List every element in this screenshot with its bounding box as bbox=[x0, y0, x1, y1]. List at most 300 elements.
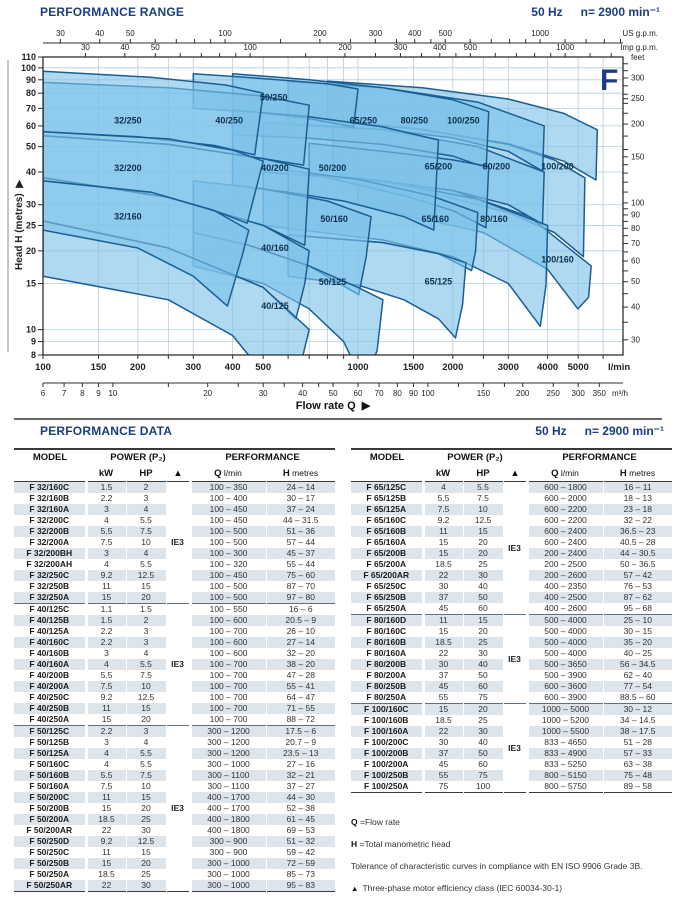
flow-range-cell: 200 – 2600 bbox=[527, 570, 603, 581]
svg-text:20: 20 bbox=[203, 389, 213, 398]
flow-range-cell: 1000 – 5200 bbox=[527, 715, 603, 726]
head-range-cell: 52 – 38 bbox=[266, 803, 335, 814]
region-label-50/160: 50/160 bbox=[320, 213, 348, 224]
flow-range-cell: 600 – 2400 bbox=[527, 537, 603, 548]
hp-cell: 20 bbox=[126, 592, 166, 604]
flow-range-cell: 300 – 1200 bbox=[190, 737, 266, 748]
model-cell: F 32/200B bbox=[14, 526, 86, 537]
model-cell: F 65/200B bbox=[351, 548, 423, 559]
hp-cell: 15 bbox=[463, 615, 503, 627]
data-frequency: 50 Hz bbox=[535, 424, 567, 438]
svg-text:250: 250 bbox=[546, 389, 560, 398]
hp-cell: 50 bbox=[463, 748, 503, 759]
kw-cell: 5.5 bbox=[86, 770, 126, 781]
model-cell: F 100/250A bbox=[364, 781, 409, 791]
hp-cell: 3 bbox=[126, 637, 166, 648]
m3h-unit: m³/h bbox=[612, 389, 628, 398]
flow-range-cell: 300 – 1000 bbox=[190, 869, 266, 880]
svg-text:6: 6 bbox=[40, 389, 46, 398]
kw-cell: 2.2 bbox=[86, 637, 126, 648]
svg-text:150: 150 bbox=[476, 389, 491, 398]
kw-cell: 75 bbox=[423, 781, 463, 793]
hp-cell: 12.5 bbox=[126, 836, 166, 847]
kw-cell: 18.5 bbox=[86, 814, 126, 825]
svg-text:400: 400 bbox=[433, 43, 447, 52]
model-cell: F 32/250A bbox=[14, 592, 86, 604]
flow-range-cell: 600 – 3900 bbox=[527, 692, 603, 704]
flow-range-cell: 100 – 500 bbox=[190, 526, 266, 537]
model-cell: F 100/200B bbox=[351, 748, 423, 759]
model-cell: F 40/250A bbox=[29, 714, 70, 724]
flow-range-cell: 500 – 4000 bbox=[527, 615, 603, 627]
svg-text:30: 30 bbox=[25, 199, 36, 210]
region-label-32/250: 32/250 bbox=[114, 115, 142, 126]
svg-text:100: 100 bbox=[35, 362, 51, 373]
flow-range-cell: 100 – 500 bbox=[190, 537, 266, 548]
head-range-cell: 75 – 48 bbox=[603, 770, 672, 781]
kw-cell: 37 bbox=[423, 670, 463, 681]
flow-range-cell: 100 – 550 bbox=[190, 604, 266, 616]
svg-text:80: 80 bbox=[25, 88, 36, 99]
flow-range-cell: 100 – 700 bbox=[190, 703, 266, 714]
hp-cell: 20 bbox=[126, 714, 166, 726]
flow-range-cell: 100 – 600 bbox=[190, 637, 266, 648]
flow-range-cell: 100 – 500 bbox=[190, 581, 266, 592]
kw-cell: 3 bbox=[86, 648, 126, 659]
hp-cell: 3 bbox=[126, 626, 166, 637]
kw-cell: 22 bbox=[86, 825, 126, 836]
range-frequency-speed bbox=[531, 5, 660, 19]
model-cell: F 32/200A bbox=[29, 537, 70, 547]
svg-text:60: 60 bbox=[631, 256, 640, 266]
kw-cell: 22 bbox=[423, 648, 463, 659]
range-title: PERFORMANCE RANGE bbox=[40, 5, 185, 19]
hp-cell: 25 bbox=[463, 715, 503, 726]
kw-cell: 37 bbox=[423, 592, 463, 603]
hp-cell: 60 bbox=[463, 603, 503, 615]
model-cell: F 65/200AR bbox=[351, 570, 423, 581]
svg-text:50: 50 bbox=[125, 29, 135, 38]
hp-cell: 30 bbox=[463, 570, 503, 581]
hp-cell: 4 bbox=[126, 548, 166, 559]
svg-text:500: 500 bbox=[255, 362, 272, 373]
col-efficiency-class-icon: ▲ bbox=[173, 467, 183, 479]
kw-cell: 15 bbox=[86, 803, 126, 814]
kw-cell: 7.5 bbox=[86, 781, 126, 792]
model-cell: F 80/200A bbox=[366, 670, 407, 680]
svg-text:15: 15 bbox=[25, 278, 36, 289]
kw-cell: 15 bbox=[423, 537, 463, 548]
kw-cell: 3 bbox=[86, 548, 126, 559]
region-label-32/160: 32/160 bbox=[114, 211, 142, 222]
hp-cell: 3 bbox=[126, 726, 166, 738]
svg-text:80: 80 bbox=[631, 223, 640, 233]
efficiency-class-cell: IE3 bbox=[166, 482, 190, 604]
svg-text:20: 20 bbox=[25, 245, 36, 256]
svg-text:3000: 3000 bbox=[497, 362, 519, 373]
model-cell: F 50/250A bbox=[29, 869, 70, 879]
model-cell: F 100/200C bbox=[364, 737, 409, 747]
head-range-cell: 89 – 58 bbox=[603, 781, 672, 793]
flow-range-cell: 100 – 700 bbox=[190, 714, 266, 726]
svg-text:100: 100 bbox=[421, 389, 435, 398]
hp-cell: 5.5 bbox=[126, 759, 166, 770]
range-frequency: 50 Hz bbox=[531, 5, 563, 19]
head-range-cell: 47 – 28 bbox=[266, 670, 335, 681]
model-cell: F 100/160C bbox=[351, 704, 423, 716]
svg-text:500: 500 bbox=[438, 29, 452, 38]
flow-range-cell: 100 – 350 bbox=[190, 482, 266, 494]
model-cell: F 32/200C bbox=[29, 515, 70, 525]
flow-range-cell: 100 – 600 bbox=[190, 648, 266, 659]
kw-cell: 11 bbox=[86, 847, 126, 858]
svg-text:300: 300 bbox=[571, 389, 585, 398]
performance-data-header bbox=[14, 424, 664, 438]
hp-cell: 20 bbox=[463, 704, 503, 716]
flow-range-cell: 200 – 2500 bbox=[527, 559, 603, 570]
region-label-40/200: 40/200 bbox=[261, 162, 289, 173]
hp-cell: 50 bbox=[463, 670, 503, 681]
svg-text:300: 300 bbox=[631, 73, 645, 83]
svg-text:40: 40 bbox=[298, 389, 307, 398]
hp-cell: 25 bbox=[463, 637, 503, 648]
hp-cell: 25 bbox=[126, 869, 166, 880]
hp-cell: 2 bbox=[126, 482, 166, 494]
flow-range-cell: 1000 – 5000 bbox=[527, 704, 603, 716]
flow-range-cell: 100 – 450 bbox=[190, 515, 266, 526]
head-range-cell: 63 – 38 bbox=[603, 759, 672, 770]
model-cell: F 80/160C bbox=[366, 626, 407, 636]
kw-cell: 45 bbox=[423, 759, 463, 770]
table-row bbox=[351, 615, 672, 627]
hp-cell: 60 bbox=[463, 759, 503, 770]
model-cell: F 50/125A bbox=[14, 748, 86, 759]
head-range-cell: 87 – 62 bbox=[603, 592, 672, 603]
head-range-cell: 50 – 36.5 bbox=[603, 559, 672, 570]
col-performance: PERFORMANCE bbox=[225, 452, 300, 463]
model-cell: F 32/200BH bbox=[14, 548, 86, 559]
axis-head-metres bbox=[38, 57, 43, 355]
flow-range-cell: 400 – 1800 bbox=[190, 825, 266, 836]
svg-text:500: 500 bbox=[463, 43, 477, 52]
flow-range-cell: 400 – 2350 bbox=[527, 581, 603, 592]
svg-text:10: 10 bbox=[25, 324, 36, 335]
data-title: PERFORMANCE DATA bbox=[40, 424, 173, 438]
model-cell: F 65/250B bbox=[351, 592, 423, 603]
svg-text:10: 10 bbox=[108, 389, 118, 398]
performance-range-header bbox=[40, 5, 660, 19]
flow-range-cell: 500 – 4000 bbox=[527, 648, 603, 659]
kw-cell: 22 bbox=[423, 570, 463, 581]
svg-text:200: 200 bbox=[338, 43, 352, 52]
model-cell: F 32/160C bbox=[14, 482, 86, 494]
hp-cell: 30 bbox=[463, 648, 503, 659]
svg-text:200: 200 bbox=[516, 389, 530, 398]
model-cell: F 50/250D bbox=[14, 836, 86, 847]
model-cell: F 65/160B bbox=[351, 526, 423, 537]
head-range-cell: 40.5 – 28 bbox=[603, 537, 672, 548]
svg-text:300: 300 bbox=[393, 43, 408, 52]
hp-cell: 5.5 bbox=[463, 482, 503, 494]
performance-table-left bbox=[14, 448, 335, 892]
col-h: H metres bbox=[619, 468, 656, 479]
model-cell: F 50/250B bbox=[14, 858, 86, 869]
range-speed: n= 2900 min⁻¹ bbox=[580, 5, 660, 19]
head-range-cell: 88 – 72 bbox=[266, 714, 335, 726]
kw-cell: 55 bbox=[423, 692, 463, 704]
flow-range-cell: 100 – 450 bbox=[190, 504, 266, 515]
col-power: POWER (P₂) bbox=[110, 452, 166, 463]
hp-cell: 60 bbox=[463, 681, 503, 692]
kw-cell: 7.5 bbox=[86, 681, 126, 692]
head-range-cell: 95 – 83 bbox=[266, 880, 335, 892]
table-row bbox=[14, 726, 335, 738]
hp-cell: 4 bbox=[126, 737, 166, 748]
flow-range-cell: 600 – 2200 bbox=[527, 504, 603, 515]
axis-labels-lmin bbox=[35, 362, 630, 373]
svg-text:9: 9 bbox=[96, 389, 101, 398]
model-cell: F 40/200B bbox=[29, 670, 70, 680]
region-label-32/200: 32/200 bbox=[114, 162, 142, 173]
hp-cell: 20 bbox=[126, 858, 166, 869]
svg-text:50: 50 bbox=[328, 389, 338, 398]
performance-data-section bbox=[14, 424, 664, 905]
model-cell: F 65/200A bbox=[366, 559, 407, 569]
model-cell: F 40/160B bbox=[29, 648, 70, 658]
svg-text:50: 50 bbox=[631, 277, 640, 287]
kw-cell: 9.2 bbox=[86, 692, 126, 703]
svg-text:7: 7 bbox=[61, 389, 67, 398]
kw-cell: 55 bbox=[423, 770, 463, 781]
head-range-cell: 95 – 68 bbox=[603, 603, 672, 615]
hp-cell: 15 bbox=[126, 703, 166, 714]
svg-text:300: 300 bbox=[368, 29, 383, 38]
left-table-column bbox=[14, 448, 335, 905]
region-label-80/250: 80/250 bbox=[400, 115, 429, 126]
svg-text:200: 200 bbox=[631, 119, 645, 129]
footnotes bbox=[351, 817, 672, 893]
kw-cell: 5.5 bbox=[423, 493, 463, 504]
model-cell: F 32/160B bbox=[29, 493, 70, 503]
svg-text:8: 8 bbox=[30, 350, 36, 360]
kw-cell: 15 bbox=[86, 714, 126, 726]
head-range-cell: 38 – 17.5 bbox=[603, 726, 672, 737]
region-label-100/250: 100/250 bbox=[447, 115, 480, 126]
efficiency-class-cell: IE3 bbox=[503, 615, 527, 704]
hp-cell: 10 bbox=[463, 504, 503, 515]
model-cell: F 40/250C bbox=[29, 692, 70, 702]
imp-unit: Imp g.p.m. bbox=[620, 43, 658, 52]
head-range-cell: 37 – 27 bbox=[266, 781, 335, 792]
model-cell: F 50/200AR bbox=[26, 825, 73, 835]
model-cell: F 50/200C bbox=[14, 792, 86, 803]
kw-cell: 15 bbox=[86, 592, 126, 604]
model-cell: F 40/160C bbox=[14, 637, 86, 648]
flow-range-cell: 1000 – 5500 bbox=[527, 726, 603, 737]
hp-cell: 12.5 bbox=[463, 515, 503, 526]
head-range-cell: 69 – 53 bbox=[266, 825, 335, 836]
kw-cell: 5.5 bbox=[86, 526, 126, 537]
flow-range-cell: 500 – 3900 bbox=[527, 670, 603, 681]
model-cell: F 50/200B bbox=[29, 803, 70, 813]
svg-text:300: 300 bbox=[185, 362, 202, 373]
axis-feet-ticks bbox=[623, 64, 628, 340]
kw-cell: 4 bbox=[86, 659, 126, 670]
flow-range-cell: 100 – 300 bbox=[190, 548, 266, 559]
model-cell: F 32/250B bbox=[29, 581, 70, 591]
col-hp: HP bbox=[139, 467, 153, 479]
hp-cell: 40 bbox=[463, 581, 503, 592]
flow-range-cell: 100 – 450 bbox=[190, 570, 266, 581]
model-cell: F 80/250B bbox=[351, 681, 423, 692]
triangle-icon: ▲ bbox=[351, 884, 359, 893]
flow-range-cell: 500 – 4000 bbox=[527, 637, 603, 648]
us-unit: US g.p.m. bbox=[622, 29, 658, 38]
model-cell: F 65/125C bbox=[351, 482, 423, 494]
head-range-cell: 37 – 24 bbox=[266, 504, 335, 515]
flow-range-cell: 100 – 400 bbox=[190, 493, 266, 504]
right-table-column bbox=[351, 448, 672, 905]
y-axis-title: Head H (metres) ▶ bbox=[14, 180, 25, 270]
svg-text:40: 40 bbox=[631, 302, 640, 312]
head-range-cell: 27 – 16 bbox=[266, 759, 335, 770]
flow-range-cell: 100 – 700 bbox=[190, 670, 266, 681]
note-efficiency-class: ▲ Three-phase motor efficiency class (IEC 60034-30-1) bbox=[351, 883, 563, 893]
model-cell: F 100/160A bbox=[351, 726, 423, 737]
hp-cell: 25 bbox=[463, 559, 503, 570]
head-range-cell: 55 – 41 bbox=[266, 681, 335, 692]
flow-range-cell: 800 – 5750 bbox=[527, 781, 603, 793]
model-cell: F 100/250B bbox=[351, 770, 423, 781]
hp-cell: 20 bbox=[463, 537, 503, 548]
flow-range-cell: 400 – 2600 bbox=[527, 603, 603, 615]
head-range-cell: 64 – 47 bbox=[266, 692, 335, 703]
svg-text:2000: 2000 bbox=[442, 362, 464, 373]
model-cell: F 40/160A bbox=[14, 659, 86, 670]
kw-cell: 9.2 bbox=[423, 515, 463, 526]
flow-range-cell: 300 – 1200 bbox=[190, 748, 266, 759]
col-performance: PERFORMANCE bbox=[562, 452, 637, 463]
performance-table-right bbox=[351, 448, 672, 793]
flow-range-cell: 500 – 3650 bbox=[527, 659, 603, 670]
kw-cell: 22 bbox=[86, 880, 126, 892]
svg-text:50: 50 bbox=[150, 43, 160, 52]
col-efficiency-class-icon: ▲ bbox=[510, 467, 520, 479]
flow-range-cell: 300 – 1200 bbox=[190, 726, 266, 738]
head-range-cell: 59 – 42 bbox=[266, 847, 335, 858]
hp-cell: 7.5 bbox=[463, 493, 503, 504]
kw-cell: 18.5 bbox=[86, 869, 126, 880]
head-range-cell: 30 – 12 bbox=[603, 704, 672, 716]
flow-range-cell: 300 – 1000 bbox=[190, 759, 266, 770]
model-cell: F 32/250C bbox=[14, 570, 86, 581]
data-speed: n= 2900 min⁻¹ bbox=[584, 424, 664, 438]
svg-text:60: 60 bbox=[353, 389, 363, 398]
kw-cell: 1.5 bbox=[86, 615, 126, 626]
kw-cell: 15 bbox=[423, 704, 463, 716]
head-range-cell: 17.5 – 6 bbox=[266, 726, 335, 738]
col-power: POWER (P₂) bbox=[447, 452, 503, 463]
model-cell: F 100/200A bbox=[364, 759, 409, 769]
note-tolerance: Tolerance of characteristic curves in compliance with EN ISO 9906 Grade 3B. bbox=[351, 861, 643, 871]
head-range-cell: 40 – 25 bbox=[603, 648, 672, 659]
kw-cell: 15 bbox=[423, 548, 463, 559]
svg-text:110: 110 bbox=[21, 52, 36, 62]
hp-cell: 10 bbox=[126, 537, 166, 548]
family-letter: F bbox=[600, 64, 619, 97]
model-cell: F 65/250A bbox=[366, 603, 407, 613]
svg-text:60: 60 bbox=[25, 120, 36, 131]
axis-labels-us bbox=[56, 29, 658, 38]
data-frequency-speed bbox=[535, 424, 664, 438]
kw-cell: 4 bbox=[86, 515, 126, 526]
col-q: Q l/min bbox=[551, 468, 579, 479]
hp-cell: 75 bbox=[463, 692, 503, 704]
head-range-cell: 77 – 54 bbox=[603, 681, 672, 692]
head-range-cell: 26 – 10 bbox=[266, 626, 335, 637]
svg-text:40: 40 bbox=[120, 43, 130, 52]
flow-range-cell: 300 – 1000 bbox=[190, 880, 266, 892]
kw-cell: 37 bbox=[423, 748, 463, 759]
flow-range-cell: 600 – 1800 bbox=[527, 482, 603, 494]
kw-cell: 18.5 bbox=[423, 559, 463, 570]
flow-range-cell: 600 – 2400 bbox=[527, 526, 603, 537]
region-label-50/200: 50/200 bbox=[318, 162, 347, 173]
flow-range-cell: 300 – 1100 bbox=[190, 781, 266, 792]
head-range-cell: 44 – 31.5 bbox=[266, 515, 335, 526]
head-range-cell: 85 – 73 bbox=[266, 869, 335, 880]
kw-cell: 22 bbox=[423, 726, 463, 737]
flow-range-cell: 400 – 1800 bbox=[190, 814, 266, 825]
svg-text:30: 30 bbox=[55, 29, 65, 38]
col-hp: HP bbox=[476, 467, 490, 479]
table-row bbox=[351, 704, 672, 716]
hp-cell: 20 bbox=[126, 803, 166, 814]
kw-cell: 4 bbox=[423, 482, 463, 494]
flow-range-cell: 100 – 600 bbox=[190, 615, 266, 626]
hp-cell: 15 bbox=[126, 847, 166, 858]
svg-text:9: 9 bbox=[30, 336, 36, 347]
kw-cell: 11 bbox=[423, 526, 463, 537]
axis-labels-imp bbox=[81, 43, 658, 52]
flow-range-cell: 300 – 1000 bbox=[190, 858, 266, 869]
kw-cell: 2.2 bbox=[86, 626, 126, 637]
svg-text:90: 90 bbox=[25, 74, 36, 85]
table-row bbox=[14, 604, 335, 616]
head-range-cell: 35 – 20 bbox=[603, 637, 672, 648]
head-range-cell: 57 – 33 bbox=[603, 748, 672, 759]
head-range-cell: 57 – 44 bbox=[266, 537, 335, 548]
efficiency-class-cell: IE3 bbox=[166, 604, 190, 726]
svg-text:350: 350 bbox=[592, 389, 606, 398]
model-cell: F 50/160C bbox=[29, 759, 70, 769]
head-range-cell: 61 – 45 bbox=[266, 814, 335, 825]
head-range-cell: 30 – 15 bbox=[603, 626, 672, 637]
x-axis-title: Flow rate Q ▶ bbox=[295, 400, 371, 412]
svg-text:150: 150 bbox=[90, 362, 107, 373]
model-cell: F 80/160B bbox=[351, 637, 423, 648]
hp-cell: 15 bbox=[463, 526, 503, 537]
hp-cell: 30 bbox=[126, 880, 166, 892]
efficiency-class-cell: IE3 bbox=[166, 726, 190, 892]
flow-range-cell: 300 – 1100 bbox=[190, 770, 266, 781]
head-range-cell: 51 – 36 bbox=[266, 526, 335, 537]
hp-cell: 15 bbox=[126, 792, 166, 803]
svg-text:4000: 4000 bbox=[537, 362, 559, 373]
svg-text:30: 30 bbox=[631, 335, 640, 345]
table-body bbox=[351, 482, 672, 793]
head-range-cell: 38 – 20 bbox=[266, 659, 335, 670]
